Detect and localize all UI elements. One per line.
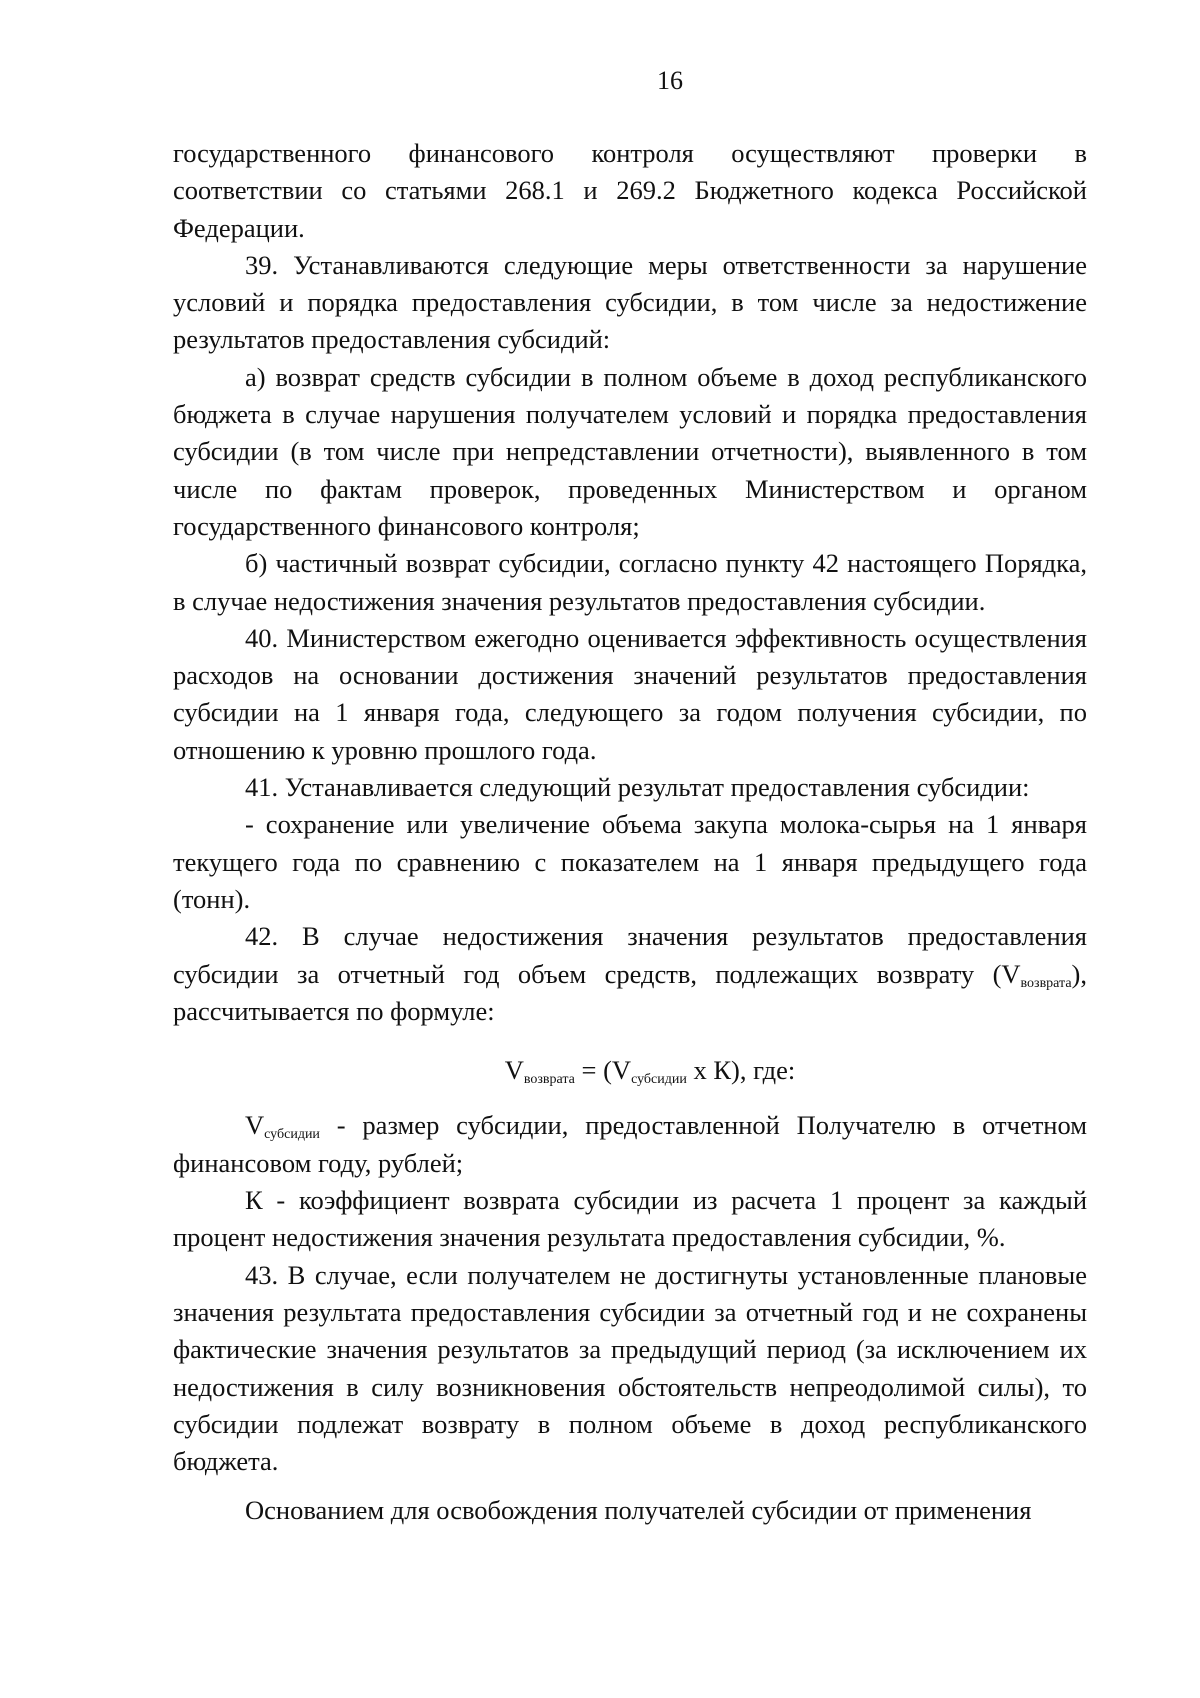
paragraph-42-text: 42. В случае недостижения значения результатов предоставления субсидии за отчетный год объем средств, подлежащих возврату (V: [173, 921, 1087, 989]
formula-lhs-subscript: возврата: [523, 1072, 575, 1088]
paragraph-42: [173, 918, 1087, 1030]
paragraph-last: Основанием для освобождения получателей субсидии от применения: [245, 1495, 1032, 1526]
paragraph-40: 40. Министерством ежегодно оценивается эффективность осуществления расходов на основании достижения значений результатов предоставления субсидии на 1 января года, следующего за годом получения субсидии, по отношению к уровню прошлого года.: [173, 622, 1087, 765]
formula-rhs-subscript: субсидии: [631, 1072, 687, 1088]
paragraph-42-line2: рассчитывается по формуле:: [173, 995, 495, 1026]
definition-k: К - коэффициент возврата субсидии из расчета 1 процент за каждый процент недостижения значения результата предоставления субсидии, %.: [173, 1185, 1087, 1253]
formula-eq: = (V: [574, 1055, 632, 1086]
definition-v-subsidy: [173, 1107, 1087, 1182]
paragraph-42-subscript: возврата: [1020, 975, 1072, 991]
paragraph-42-tail: ),: [1071, 958, 1087, 989]
paragraph-39: 39. Устанавливаются следующие меры ответственности за нарушение условий и порядка предоставления субсидии, в том числе за недостижение результатов предоставления субсидий:: [173, 249, 1087, 355]
paragraph-41-item: - сохранение или увеличение объема закупа молока-сырья на 1 января текущего года по сравнению с показателем на 1 января предыдущего года (тонн).: [173, 809, 1087, 914]
paragraph-43: 43. В случае, если получателем не достигнуты установленные плановые значения результата предоставления субсидии за отчетный год и не сохранены фактические значения результатов за предыдущий период (за исключением их недостижения в силу возникновения обстоятельств непреодолимой силы), то субсидии подлежат возврату в полном объеме в доход республиканского бюджета.: [173, 1259, 1087, 1477]
definition-v-symbol: V: [245, 1110, 265, 1141]
paragraph-39b: б) частичный возврат субсидии, согласно пункту 42 настоящего Порядка, в случае недостижения значения результатов предоставления субсидии.: [173, 548, 1087, 616]
document-body: [173, 135, 1087, 1530]
formula: [173, 1052, 1087, 1089]
page-number: 16: [657, 66, 683, 95]
formula-lhs: V: [504, 1055, 524, 1086]
paragraph-41: 41. Устанавливается следующий результат предоставления субсидии:: [245, 772, 1030, 803]
paragraph-39a: а) возврат средств субсидии в полном объеме в доход республиканского бюджета в случае нарушения получателем условий и порядка предоставления субсидии (в том числе при непредставлении отчетности), выявленного в том числе по фактам проверок, проведенных Министерством и органом государственного финансового контроля;: [173, 361, 1087, 541]
formula-tail: х К), где:: [686, 1055, 796, 1086]
paragraph-intro: государственного финансового контроля осуществляют проверки в соответствии со статьями 268.1 и 269.2 Бюджетного кодекса Российской Федерации.: [173, 138, 1087, 243]
definition-v-text: - размер субсидии, предоставленной Получателю в отчетном финансовом году, рублей;: [173, 1110, 1087, 1178]
definition-v-subscript: субсидии: [264, 1127, 320, 1143]
